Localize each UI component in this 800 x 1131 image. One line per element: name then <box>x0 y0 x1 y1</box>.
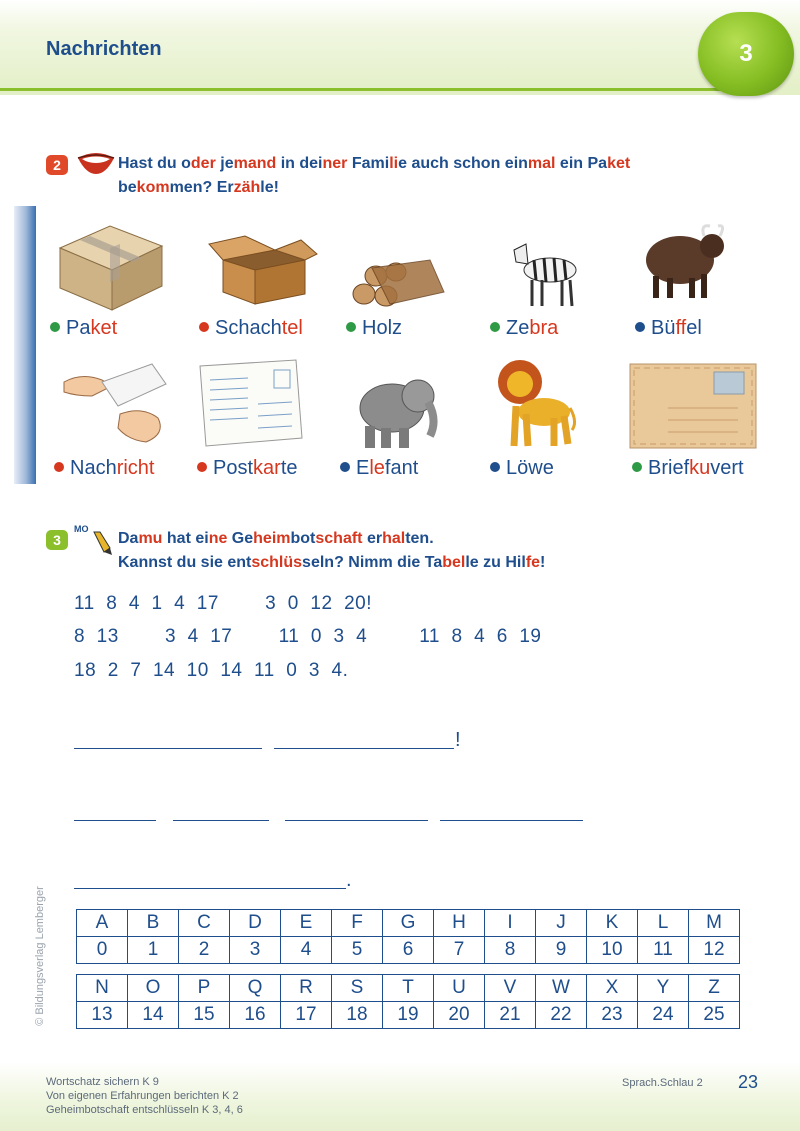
word-briefkuvert <box>632 457 744 480</box>
word-postkarte <box>197 457 298 480</box>
syllable-highlight: mu <box>138 530 163 547</box>
syllable: Kannst du sie ent <box>118 554 252 571</box>
word-bueffel <box>635 317 702 340</box>
task3-line1 <box>118 527 545 551</box>
cipher-cell: C <box>179 910 230 937</box>
cipher-cell: B <box>128 910 179 937</box>
word-holz <box>346 317 402 340</box>
syllable: Da <box>118 530 139 547</box>
article-dot <box>50 322 60 332</box>
syllable: Fami <box>347 155 390 172</box>
cipher-cell: 23 <box>587 1002 638 1029</box>
syllable-highlight: ne <box>208 530 228 547</box>
syllable: men? Er <box>169 179 234 196</box>
cipher-cell: Q <box>230 975 281 1002</box>
syllable: Bü <box>651 317 676 339</box>
cipher-cell: M <box>689 910 740 937</box>
syllable: Holz <box>362 317 403 339</box>
zebra-image <box>508 240 583 310</box>
task2-line2 <box>118 176 630 200</box>
book-title: Sprach.Schlau 2 <box>622 1077 703 1089</box>
answer-line-3[interactable] <box>74 888 346 889</box>
word-nachricht <box>54 457 155 480</box>
yak-image <box>640 218 730 303</box>
cardboard-box-image <box>205 232 320 307</box>
syllable-highlight: ket <box>607 155 631 172</box>
code-line-3: 18 2 7 14 10 14 11 0 3 4. <box>74 660 349 681</box>
word-zebra <box>490 317 558 340</box>
cipher-cell: U <box>434 975 485 1002</box>
syllable-highlight: richt <box>116 457 155 479</box>
cipher-cell: 11 <box>638 937 689 964</box>
cipher-cell: 20 <box>434 1002 485 1029</box>
cipher-cell: 0 <box>77 937 128 964</box>
syllable-highlight: tel <box>281 317 303 339</box>
copyright: © Bildungsverlag Lemberger <box>34 886 46 1026</box>
article-dot <box>490 322 500 332</box>
cipher-cell: H <box>434 910 485 937</box>
syllable-highlight: kom <box>136 179 170 196</box>
cipher-cell: 18 <box>332 1002 383 1029</box>
cipher-cell: 12 <box>689 937 740 964</box>
word-elefant <box>340 457 418 480</box>
lion-image <box>492 356 578 452</box>
syllable-highlight: ner <box>322 155 348 172</box>
elephant-image <box>352 370 442 452</box>
cipher-cell: 5 <box>332 937 383 964</box>
syllable: le! <box>260 179 279 196</box>
answer-line-1a[interactable] <box>74 748 262 749</box>
article-dot <box>346 322 356 332</box>
cipher-cell: P <box>179 975 230 1002</box>
syllable: Löwe <box>506 457 554 479</box>
syllable-highlight: mal <box>527 155 556 172</box>
article-dot <box>199 322 209 332</box>
code-line-1: 11 8 4 1 4 17 3 0 12 20! <box>74 593 372 614</box>
cipher-cell: G <box>383 910 434 937</box>
cipher-cell: 22 <box>536 1002 587 1029</box>
syllable: Schach <box>215 317 282 339</box>
syllable-highlight: der <box>190 155 216 172</box>
cipher-cell: S <box>332 975 383 1002</box>
word-paket <box>50 317 117 340</box>
task3-line2 <box>118 551 545 575</box>
cipher-cell: O <box>128 975 179 1002</box>
cipher-cell: 7 <box>434 937 485 964</box>
syllable: in dei <box>276 155 323 172</box>
cipher-row-numbers-2 <box>77 1002 740 1029</box>
cipher-cell: W <box>536 975 587 1002</box>
cipher-cell: I <box>485 910 536 937</box>
page-title: Nachrichten <box>46 38 162 60</box>
cipher-cell: 8 <box>485 937 536 964</box>
cipher-cell: 24 <box>638 1002 689 1029</box>
cipher-cell: R <box>281 975 332 1002</box>
cipher-cell: E <box>281 910 332 937</box>
article-dot <box>197 462 207 472</box>
answer-line-2c[interactable] <box>285 820 428 821</box>
syllable-highlight: mand <box>233 155 277 172</box>
syllable-highlight: ff <box>675 317 687 339</box>
syllable-highlight: heim <box>253 530 291 547</box>
side-bar <box>14 206 36 484</box>
syllable: ein Pa <box>555 155 608 172</box>
cipher-cell: 10 <box>587 937 638 964</box>
cipher-cell: Z <box>689 975 740 1002</box>
syllable-highlight: kar <box>253 457 281 479</box>
syllable: vert <box>710 457 744 479</box>
envelope-image <box>628 362 758 450</box>
cipher-row-letters-1 <box>77 910 740 937</box>
article-dot <box>340 462 350 472</box>
cipher-cell: F <box>332 910 383 937</box>
pencil-icon <box>90 530 114 556</box>
cipher-cell: 6 <box>383 937 434 964</box>
syllable: ! <box>540 554 546 571</box>
cipher-cell: 2 <box>179 937 230 964</box>
article-dot <box>635 322 645 332</box>
syllable: Ze <box>506 317 530 339</box>
word-loewe <box>490 457 554 480</box>
cipher-cell: 4 <box>281 937 332 964</box>
syllable: E <box>356 457 370 479</box>
task3-tag: MO <box>74 524 89 534</box>
syllable: le zu Hil <box>465 554 526 571</box>
article-dot <box>490 462 500 472</box>
syllable-highlight: ku <box>689 457 711 479</box>
cipher-table-n-z <box>76 974 740 1029</box>
syllable: Nach <box>70 457 117 479</box>
syllable: te <box>280 457 298 479</box>
code-line-2: 8 13 3 4 17 11 0 3 4 11 8 4 6 19 <box>74 626 542 647</box>
hands-letter-image <box>62 362 172 447</box>
syllable-highlight: zäh <box>233 179 261 196</box>
task-number-3: 3 <box>46 530 68 550</box>
syllable-highlight: schlüs <box>251 554 303 571</box>
cipher-row-letters-2 <box>77 975 740 1002</box>
cipher-cell: T <box>383 975 434 1002</box>
package-image <box>50 218 165 313</box>
word-schachtel <box>199 317 303 340</box>
cipher-cell: 16 <box>230 1002 281 1029</box>
cipher-cell: 17 <box>281 1002 332 1029</box>
syllable-highlight: bra <box>529 317 559 339</box>
syllable-highlight: hal <box>382 530 406 547</box>
cipher-cell: 3 <box>230 937 281 964</box>
answer-line-2a[interactable] <box>74 820 156 821</box>
footer-item: Von eigenen Erfahrungen berichten K 2 <box>46 1090 239 1102</box>
footer-item: Wortschatz sichern K 9 <box>46 1076 159 1088</box>
syllable-highlight: li <box>389 155 399 172</box>
cipher-cell: A <box>77 910 128 937</box>
cipher-cell: 21 <box>485 1002 536 1029</box>
cipher-row-numbers-1 <box>77 937 740 964</box>
header-divider <box>0 88 720 91</box>
syllable-highlight: le <box>369 457 385 479</box>
cipher-cell: 25 <box>689 1002 740 1029</box>
cipher-cell: V <box>485 975 536 1002</box>
syllable: el <box>686 317 702 339</box>
cipher-cell: K <box>587 910 638 937</box>
footer-competencies <box>46 1075 243 1117</box>
postcard-image <box>196 358 306 450</box>
cipher-cell: 14 <box>128 1002 179 1029</box>
mouth-speak-icon <box>76 150 116 176</box>
syllable: Hast du o <box>118 155 191 172</box>
syllable: Pa <box>66 317 91 339</box>
syllable-highlight: fe <box>525 554 541 571</box>
syllable-highlight: bel <box>442 554 466 571</box>
cipher-cell: Y <box>638 975 689 1002</box>
cipher-cell: D <box>230 910 281 937</box>
cipher-table-a-m <box>76 909 740 964</box>
firewood-image <box>350 248 450 308</box>
syllable: Brief <box>648 457 690 479</box>
syllable: Ge <box>227 530 254 547</box>
syllable: e auch schon ein <box>398 155 528 172</box>
cipher-cell: 1 <box>128 937 179 964</box>
syllable: hat ei <box>162 530 209 547</box>
answer-line-1b[interactable] <box>274 748 454 749</box>
syllable: er <box>362 530 383 547</box>
chapter-badge: 3 <box>698 12 794 96</box>
task2-line1 <box>118 152 630 176</box>
syllable-highlight: schaft <box>315 530 363 547</box>
answer-exclamation: ! <box>455 729 461 751</box>
syllable: Post <box>213 457 254 479</box>
syllable-highlight: ket <box>90 317 118 339</box>
article-dot <box>632 462 642 472</box>
footer-item: Geheimbotschaft entschlüsseln K 3, 4, 6 <box>46 1104 243 1116</box>
page-number: 23 <box>738 1072 759 1092</box>
syllable: seln? Nimm die Ta <box>302 554 443 571</box>
syllable: be <box>118 179 137 196</box>
syllable: bot <box>290 530 316 547</box>
cipher-cell: 9 <box>536 937 587 964</box>
cipher-cell: 19 <box>383 1002 434 1029</box>
answer-line-2b[interactable] <box>173 820 269 821</box>
cipher-cell: L <box>638 910 689 937</box>
cipher-cell: 15 <box>179 1002 230 1029</box>
article-dot <box>54 462 64 472</box>
task-number-2: 2 <box>46 155 68 175</box>
answer-line-2d[interactable] <box>440 820 583 821</box>
syllable: fant <box>384 457 419 479</box>
task2-text <box>118 152 630 200</box>
answer-period: . <box>346 869 352 891</box>
cipher-cell: X <box>587 975 638 1002</box>
cipher-cell: N <box>77 975 128 1002</box>
syllable: ten. <box>405 530 434 547</box>
cipher-cell: J <box>536 910 587 937</box>
syllable: je <box>215 155 234 172</box>
task3-text <box>118 527 545 575</box>
cipher-cell: 13 <box>77 1002 128 1029</box>
